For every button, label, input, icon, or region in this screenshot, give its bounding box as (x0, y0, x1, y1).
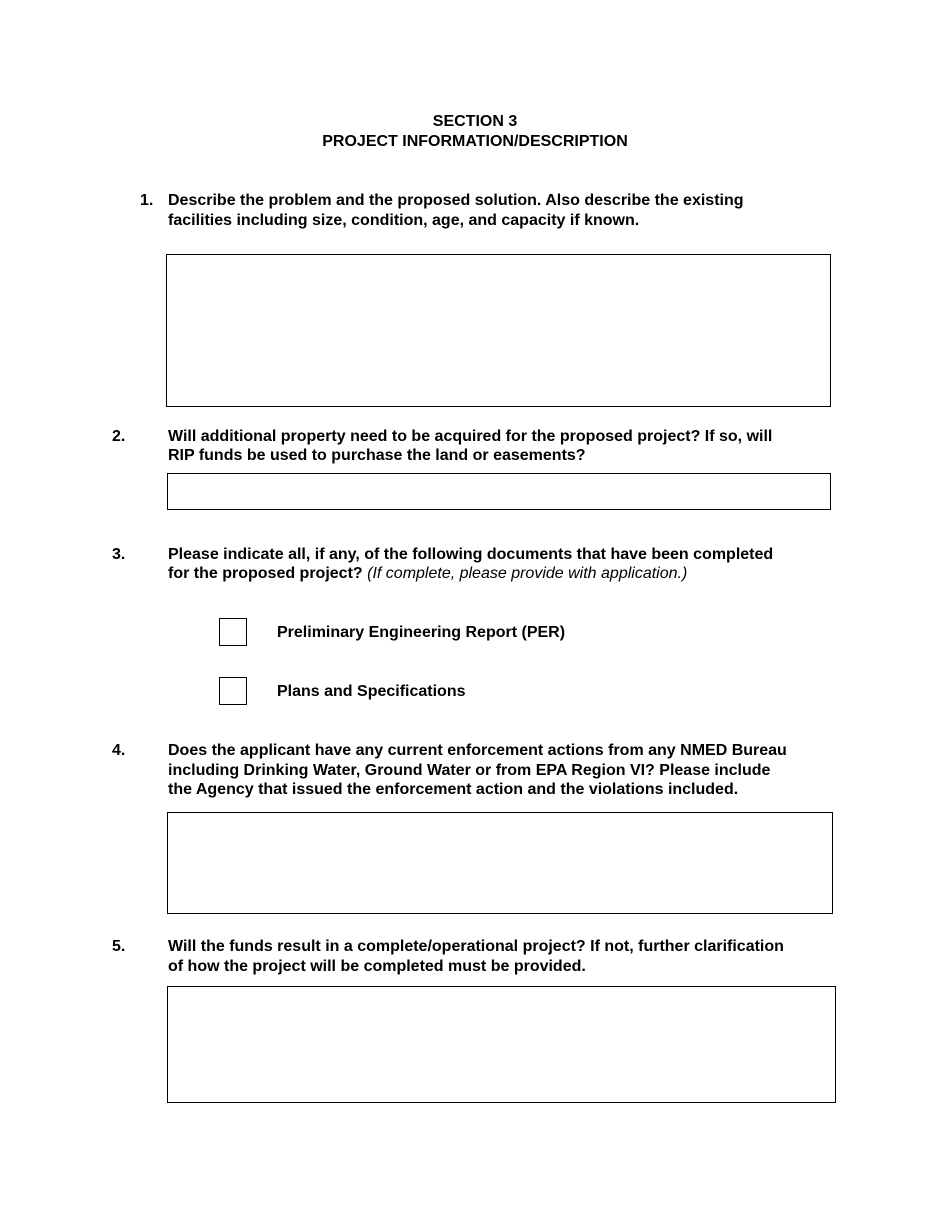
question-1-line-2: facilities including size, condition, age, and capacity if known. (168, 212, 640, 229)
section-heading: SECTION 3 (432, 113, 518, 130)
question-2-answer-box[interactable] (167, 473, 831, 510)
question-5-line-2: of how the project will be completed must be provided. (168, 958, 586, 975)
question-5-answer-box[interactable] (167, 986, 836, 1103)
question-3-line-2 (168, 564, 687, 584)
question-3-note: (If complete, please provide with application.) (367, 565, 688, 582)
question-1-answer-box[interactable] (166, 254, 831, 407)
question-3-line-2-bold: for the proposed project? (168, 565, 363, 582)
question-2-line-1: Will additional property need to be acquired for the proposed project? If so, will (168, 428, 773, 445)
question-5-line-1: Will the funds result in a complete/operational project? If not, further clarification (168, 938, 784, 955)
question-3-line-1: Please indicate all, if any, of the following documents that have been completed (168, 546, 774, 563)
question-4-line-3: the Agency that issued the enforcement action and the violations included. (168, 781, 739, 798)
plans-specs-checkbox[interactable] (219, 677, 247, 705)
question-4-line-1: Does the applicant have any current enforcement actions from any NMED Bureau (168, 742, 787, 759)
question-2-number: 2. (112, 428, 126, 445)
question-4-line-2: including Drinking Water, Ground Water or from EPA Region VI? Please include (168, 762, 771, 779)
question-3-number: 3. (112, 546, 126, 563)
per-checkbox-label: Preliminary Engineering Report (PER) (277, 624, 566, 641)
question-1-line-1: Describe the problem and the proposed solution. Also describe the existing (168, 192, 744, 209)
question-4-answer-box[interactable] (167, 812, 833, 914)
plans-specs-checkbox-label: Plans and Specifications (277, 683, 466, 700)
section-subtitle: PROJECT INFORMATION/DESCRIPTION (322, 133, 628, 150)
per-checkbox[interactable] (219, 618, 247, 646)
question-1-number: 1. (140, 192, 154, 209)
question-5-number: 5. (112, 938, 126, 955)
question-4-number: 4. (112, 742, 126, 759)
question-2-line-2: RIP funds be used to purchase the land or easements? (168, 447, 586, 464)
